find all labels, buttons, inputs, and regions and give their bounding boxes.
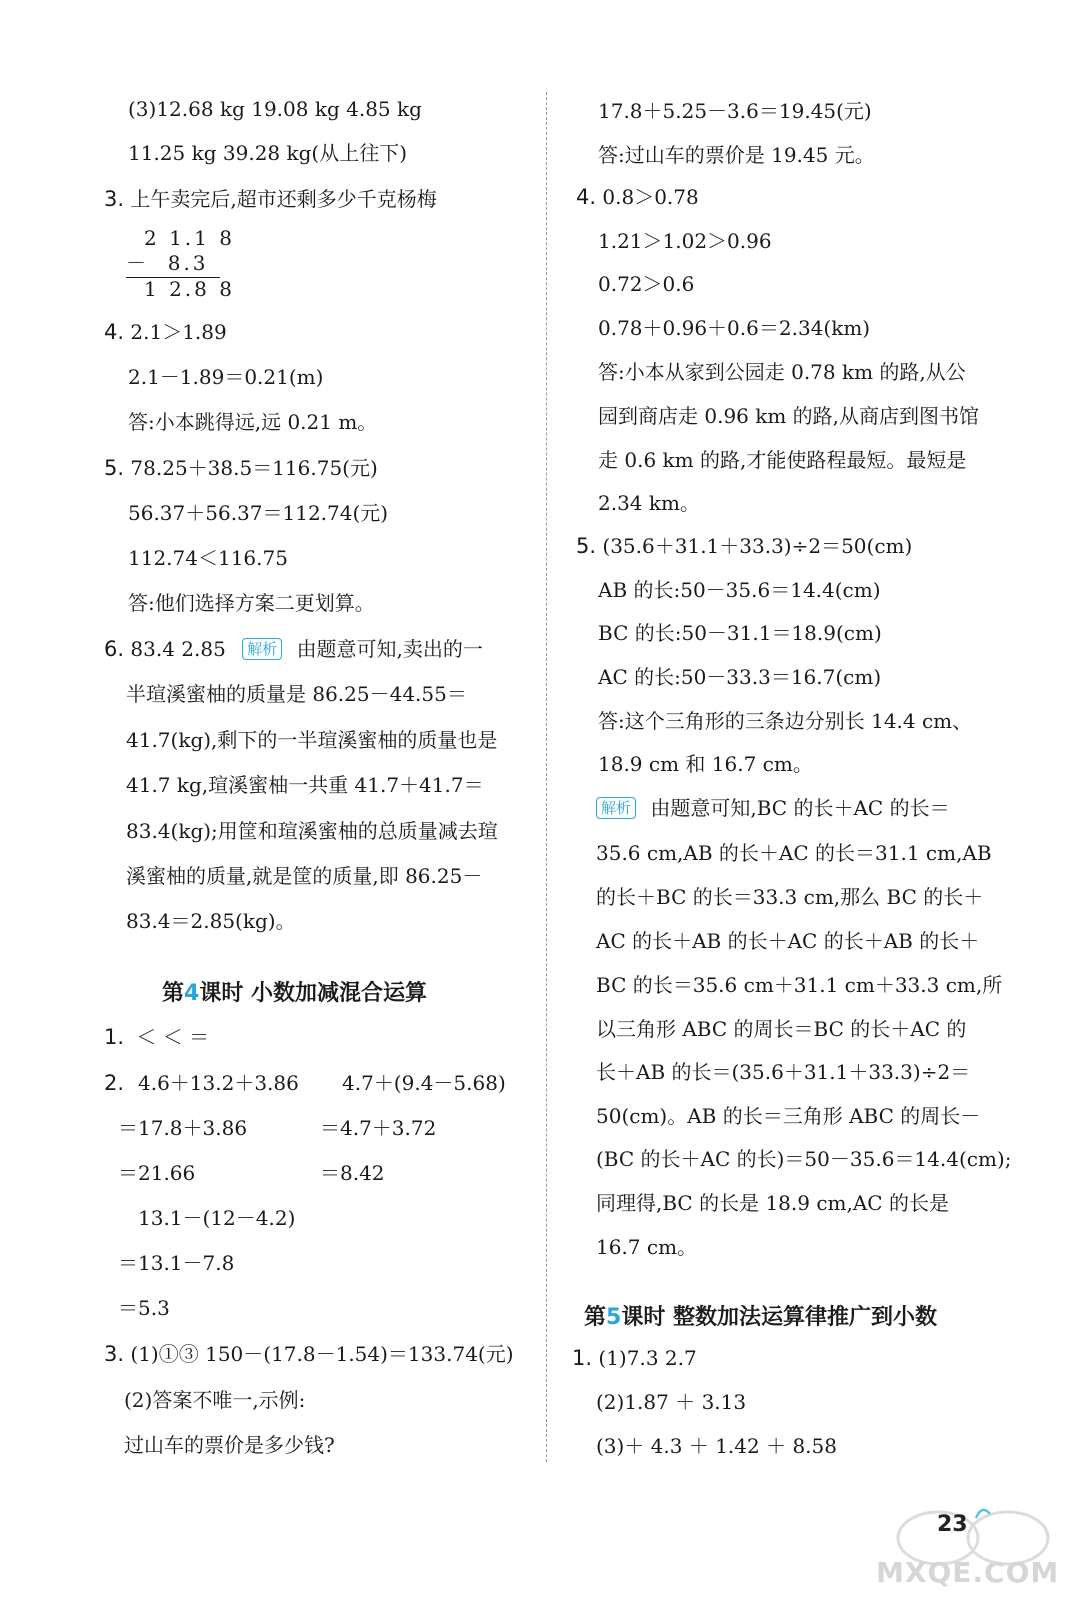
answer-line: 答:小本从家到公园走 0.78 km 的路,从公 [598,360,966,384]
calc-line: ＝8.42 [320,1161,385,1185]
question-number: 4. [104,320,125,344]
vertical-calc-row: － 8.3 [126,251,209,275]
analysis-line: 35.6 cm,AB 的长＋AC 的长＝31.1 cm,AB [596,841,992,865]
analysis-line: 83.4＝2.85(kg)。 [126,909,296,933]
watermark-text: MXQE.COM [876,1556,1060,1589]
answer-line: 1.21＞1.02＞0.96 [598,229,772,253]
column-divider [546,92,547,1462]
question-4 [104,319,227,345]
analysis-line: 的长＋BC 的长＝33.3 cm,那么 BC 的长＋ [596,885,984,909]
vertical-calc-row: 2 1.1 8 [144,226,235,250]
answer-text: 2.1＞1.89 [130,320,227,344]
analysis-line: 41.7(kg),剩下的一半瑄溪蜜柚的质量也是 [126,728,498,752]
calc-line: ＝13.1－7.8 [118,1251,235,1275]
calc-line: 4.6＋13.2＋3.86 [138,1071,299,1095]
answer-text: (35.6＋31.1＋33.3)÷2＝50(cm) [602,534,913,558]
practice-3 [104,1341,514,1367]
heading-title: 课时 小数加减混合运算 [199,981,427,1006]
heading-prefix: 第 [584,1305,607,1330]
answer-text: 78.25＋38.5＝116.75(元) [130,456,378,480]
question-3 [104,186,437,212]
question-4 [576,184,699,210]
question-number: 1. [572,1346,593,1370]
answer-line: BC 的长:50－31.1＝18.9(cm) [598,621,882,645]
calc-line: ＝17.8＋3.86 [118,1116,248,1140]
analysis-tag: 解析 [596,797,636,819]
answer-line: (3)12.68 kg 19.08 kg 4.85 kg [128,97,422,121]
heading-number: 4 [184,981,200,1006]
analysis-line: 83.4(kg);用筐和瑄溪蜜柚的总质量减去瑄 [126,819,498,843]
calc-line: ＝4.7＋3.72 [320,1116,437,1140]
answer-line: 112.74＜116.75 [128,546,288,570]
analysis-line: 50(cm)。AB 的长＝三角形 ABC 的周长－ [596,1104,981,1128]
answer-line: 56.37＋56.37＝112.74(元) [128,501,389,525]
analysis-line: (BC 的长＋AC 的长)＝50－35.6＝14.4(cm); [596,1147,1012,1171]
practice-1 [572,1345,697,1371]
question-6 [104,636,483,662]
calc-line: ＝5.3 [118,1296,170,1320]
question-number: 3. [104,187,125,211]
question-text: 上午卖完后,超市还剩多少千克杨梅 [130,187,437,211]
calc-line: ＝21.66 [118,1161,196,1185]
question-5 [104,455,378,481]
answer-text: (1)7.3 2.7 [598,1346,697,1370]
analysis-tag: 解析 [242,638,282,660]
calc-line: 4.7＋(9.4－5.68) [342,1071,506,1095]
analysis-line: 以三角形 ABC 的周长＝BC 的长＋AC 的 [596,1017,967,1041]
answer-line: 0.78＋0.96＋0.6＝2.34(km) [598,316,871,340]
section-heading-lesson-4 [162,976,427,1007]
question-number: 6. [104,637,125,661]
analysis-text: 由题意可知,卖出的一 [296,637,483,661]
answer-text: ＜ ＜ ＝ [136,1025,210,1049]
practice-1 [104,1024,209,1050]
answer-line: 2.34 km。 [598,491,700,515]
question-number: 2. [104,1071,125,1095]
answer-line: (2)答案不唯一,示例: [124,1388,306,1412]
answer-line: 走 0.6 km 的路,才能使路程最短。最短是 [598,448,967,472]
answer-line: 11.25 kg 39.28 kg(从上往下) [128,141,408,165]
answer-line: (2)1.87 ＋ 3.13 [596,1390,747,1414]
question-number: 3. [104,1342,125,1366]
heading-prefix: 第 [162,981,185,1006]
analysis-line: BC 的长＝35.6 cm＋31.1 cm＋33.3 cm,所 [596,973,1003,997]
analysis-line: 同理得,BC 的长是 18.9 cm,AC 的长是 [596,1191,949,1215]
vertical-calc-result: 1 2.8 8 [144,277,235,301]
answer-line: 答:过山车的票价是 19.45 元。 [598,143,875,167]
heading-title: 课时 整数加法运算律推广到小数 [621,1305,937,1330]
analysis-first-line [596,795,950,821]
practice-2 [104,1070,124,1096]
answer-line: 2.1－1.89＝0.21(m) [128,365,324,389]
question-5 [576,533,912,559]
answer-line: 园到商店走 0.96 km 的路,从商店到图书馆 [598,404,980,428]
answer-text: 0.8＞0.78 [602,185,699,209]
analysis-line: 16.7 cm。 [596,1235,698,1259]
calc-line: 13.1－(12－4.2) [138,1206,296,1230]
answer-line: 17.8＋5.25－3.6＝19.45(元) [598,99,872,123]
answer-line: 18.9 cm 和 16.7 cm。 [598,752,813,776]
answer-line: AB 的长:50－35.6＝14.4(cm) [598,578,881,602]
analysis-line: 半瑄溪蜜柚的质量是 86.25－44.55＝ [126,682,467,706]
page-number: 23 [937,1512,968,1537]
question-number: 4. [576,185,597,209]
answer-line: 答:小本跳得远,远 0.21 m。 [128,410,378,434]
answer-line: AC 的长:50－33.3＝16.7(cm) [598,665,882,689]
answer-text: (1)①③ 150－(17.8－1.54)＝133.74(元) [130,1342,514,1366]
heading-number: 5 [606,1305,622,1330]
answer-line: 过山车的票价是多少钱? [124,1433,335,1457]
question-number: 5. [576,534,597,558]
answer-line: 答:这个三角形的三条边分别长 14.4 cm、 [598,709,973,733]
analysis-text: 由题意可知,BC 的长＋AC 的长＝ [650,796,950,820]
analysis-line: AC 的长＋AB 的长＋AC 的长＋AB 的长＋ [596,929,980,953]
analysis-line: 41.7 kg,瑄溪蜜柚一共重 41.7＋41.7＝ [126,773,484,797]
question-number: 5. [104,456,125,480]
analysis-line: 溪蜜柚的质量,就是筐的质量,即 86.25－ [126,864,483,888]
question-number: 1. [104,1025,125,1049]
answer-line: 0.72＞0.6 [598,272,695,296]
analysis-line: 长＋AB 的长＝(35.6＋31.1＋33.3)÷2＝ [596,1060,971,1084]
answer-line: (3)＋ 4.3 ＋ 1.42 ＋ 8.58 [596,1434,837,1458]
answer-line: 答:他们选择方案二更划算。 [128,591,375,615]
answer-text: 83.4 2.85 [130,637,226,661]
section-heading-lesson-5 [584,1300,937,1331]
